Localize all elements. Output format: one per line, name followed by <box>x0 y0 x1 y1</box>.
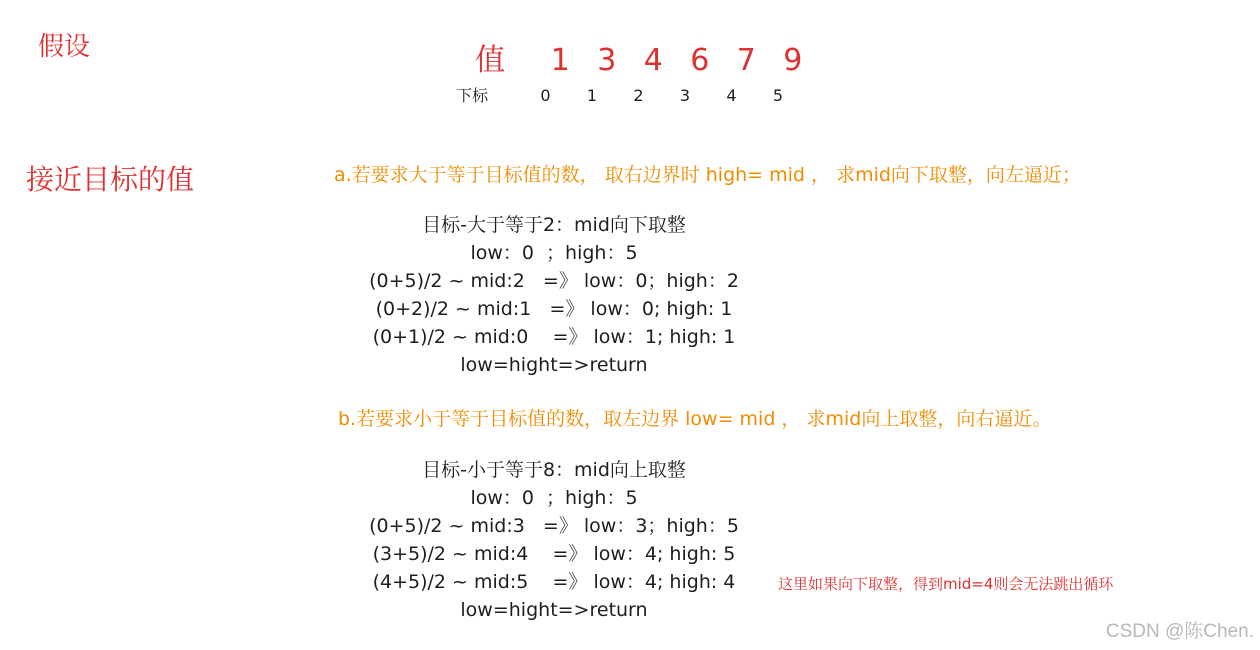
index-cell: 5 <box>772 86 784 105</box>
value-cell: 4 <box>643 43 663 78</box>
index-cell: 3 <box>679 86 691 105</box>
index-cell: 0 <box>540 86 551 105</box>
value-cell: 7 <box>736 43 756 78</box>
index-label: 下标 <box>456 86 489 105</box>
assume-label: 假设 <box>38 32 91 62</box>
case-a-rule: a.若要求大于等于目标值的数， 取右边界时 high= mid ， 求mid向下取整，向左逼近； <box>334 164 1081 186</box>
index-cell: 2 <box>633 86 644 105</box>
case-b-target-line: 目标-小于等于8：mid向上取整 <box>422 459 686 481</box>
value-cell: 1 <box>550 43 570 78</box>
index-cell: 4 <box>726 86 737 105</box>
case-a-step-line: low：0 ；high：5 <box>470 242 638 264</box>
case-a-result-line: low=hight=>return <box>460 354 648 376</box>
case-b-step-line: (4+5)/2 ~ mid:5 =》 low：4; high: 4 <box>372 571 736 593</box>
value-cell: 9 <box>783 43 803 78</box>
case-b-rule: b.若要求小于等于目标值的数，取左边界 low= mid ， 求mid向上取整，向右逼近。 <box>338 408 1052 430</box>
case-a-step-line: (0+2)/2 ~ mid:1 =》 low：0; high: 1 <box>375 298 733 320</box>
case-b-result-line: low=hight=>return <box>460 599 648 621</box>
case-a-step-line: (0+5)/2 ~ mid:2 =》 low：0；high：2 <box>369 270 739 292</box>
case-b-step-line: low：0 ；high：5 <box>470 487 638 509</box>
case-b-steps <box>294 456 814 624</box>
case-b-step-line: (0+5)/2 ~ mid:3 =》 low：3；high：5 <box>369 515 739 537</box>
index-row <box>446 64 801 106</box>
index-cell: 1 <box>586 86 598 105</box>
case-a-target-line: 目标-大于等于2：mid向下取整 <box>422 214 686 236</box>
case-b-note: 这里如果向下取整，得到mid=4则会无法跳出循环 <box>778 575 1114 593</box>
value-cell: 6 <box>690 43 710 78</box>
case-a-step-line: (0+1)/2 ~ mid:0 =》 low：1; high: 1 <box>372 326 736 348</box>
case-a-steps <box>294 211 814 379</box>
values-label: 值 <box>475 43 506 78</box>
case-b-step-line: (3+5)/2 ~ mid:4 =》 low：4; high: 5 <box>372 543 736 565</box>
value-cell: 3 <box>597 43 617 78</box>
section-title: 接近目标的值 <box>26 163 195 196</box>
watermark: CSDN @陈Chen. <box>1105 621 1254 642</box>
